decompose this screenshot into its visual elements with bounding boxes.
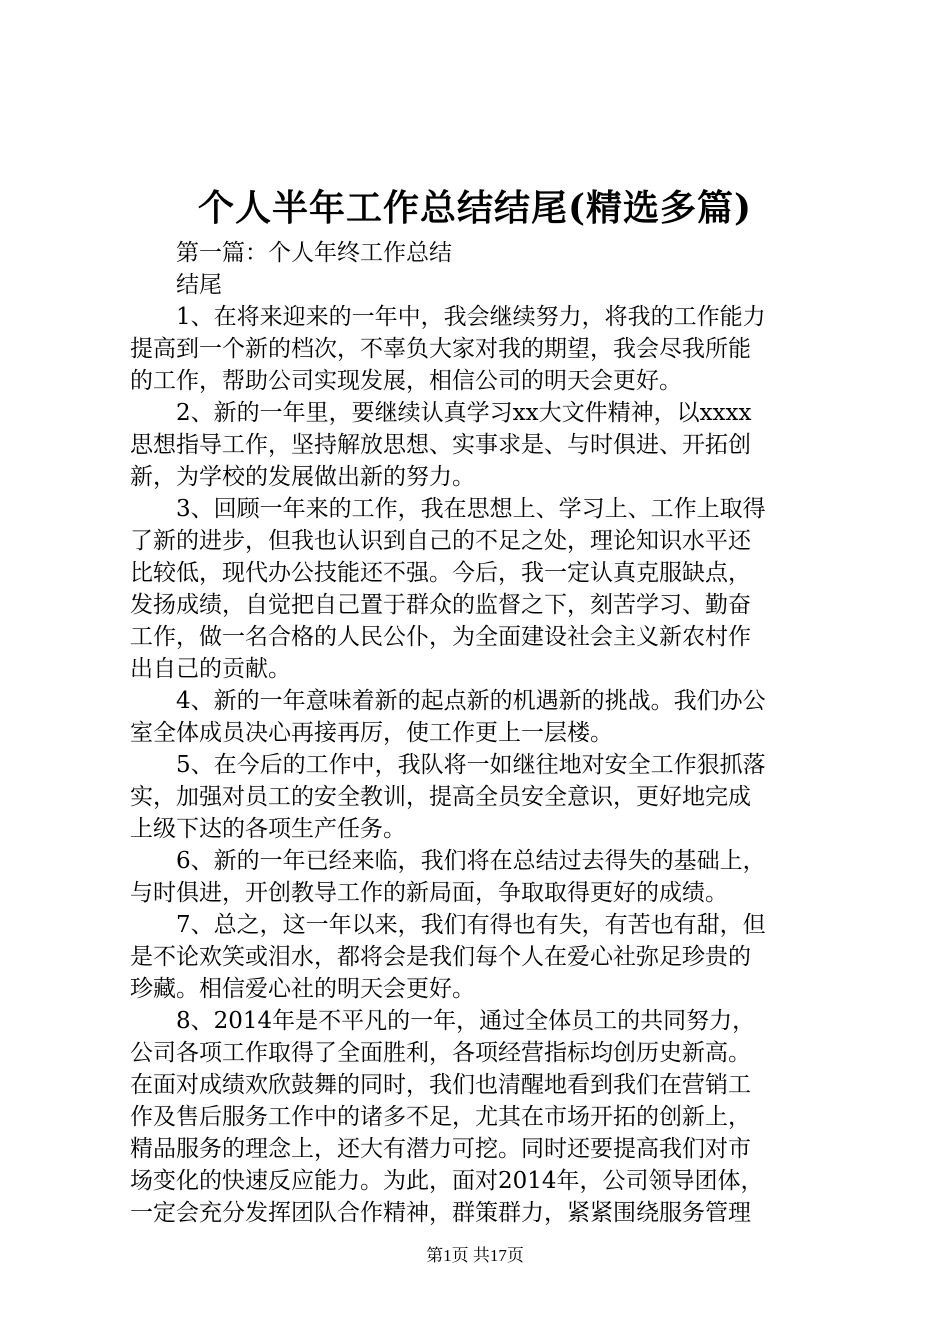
body-line: 了新的进步，但我也认识到自己的不足之处，理论知识水平还 bbox=[130, 528, 751, 554]
body-line: 实，加强对员工的安全教训，提高全员安全意识，更好地完成 bbox=[130, 784, 751, 810]
body-line: 3、回顾一年来的工作，我在思想上、学习上、工作上取得 bbox=[176, 496, 766, 522]
page-footer: 第1页 共17页 bbox=[426, 1246, 524, 1265]
body-line: 作及售后服务工作中的诸多不足，尤其在市场开拓的创新上， bbox=[130, 1104, 751, 1130]
body-line: 发扬成绩，自觉把自己置于群众的监督之下，刻苦学习、勤奋 bbox=[130, 592, 751, 618]
body-line: 新，为学校的发展做出新的努力。 bbox=[130, 464, 475, 490]
body-line: 1、在将来迎来的一年中，我会继续努力，将我的工作能力 bbox=[176, 304, 766, 330]
body-line: 比较低，现代办公技能还不强。今后，我一定认真克服缺点， bbox=[130, 560, 751, 586]
body-line: 5、在今后的工作中，我队将一如继往地对安全工作狠抓落 bbox=[176, 752, 766, 778]
body-line: 在面对成绩欢欣鼓舞的同时，我们也清醒地看到我们在营销工 bbox=[130, 1072, 751, 1098]
body-line: 4、新的一年意味着新的起点新的机遇新的挑战。我们办公 bbox=[176, 688, 766, 714]
body-line: 一定会充分发挥团队合作精神，群策群力，紧紧围绕服务管理 bbox=[130, 1200, 751, 1226]
body-line: 室全体成员决心再接再厉，使工作更上一层楼。 bbox=[130, 720, 613, 746]
document-title: 个人半年工作总结结尾(精选多篇) bbox=[197, 187, 753, 229]
body-line: 场变化的快速反应能力。为此，面对2014年，公司领导团体， bbox=[130, 1168, 764, 1194]
body-line: 出自己的贡献。 bbox=[130, 656, 291, 682]
body-line: 2、新的一年里，要继续认真学习xx大文件精神，以xxxx bbox=[176, 400, 752, 426]
body-line: 工作，做一名合格的人民公仆，为全面建设社会主义新农村作 bbox=[130, 624, 751, 650]
body-line: 的工作，帮助公司实现发展，相信公司的明天会更好。 bbox=[130, 368, 682, 394]
body-line: 珍藏。相信爱心社的明天会更好。 bbox=[130, 976, 475, 1002]
body-line: 提高到一个新的档次，不辜负大家对我的期望，我会尽我所能 bbox=[130, 336, 751, 362]
body-line: 上级下达的各项生产任务。 bbox=[130, 816, 406, 842]
body-line: 7、总之，这一年以来，我们有得也有失，有苦也有甜，但 bbox=[176, 912, 766, 938]
document-body bbox=[130, 237, 830, 1229]
body-line: 是不论欢笑或泪水，都将会是我们每个人在爱心社弥足珍贵的 bbox=[130, 944, 751, 970]
body-line: 精品服务的理念上，还大有潜力可挖。同时还要提高我们对市 bbox=[130, 1136, 751, 1162]
body-line: 思想指导工作，坚持解放思想、实事求是、与时俱进、开拓创 bbox=[130, 432, 751, 458]
body-line: 结尾 bbox=[176, 272, 222, 298]
body-line: 第一篇：个人年终工作总结 bbox=[176, 240, 452, 266]
body-line: 6、新的一年已经来临，我们将在总结过去得失的基础上， bbox=[176, 848, 766, 874]
body-line: 8、2014年是不平凡的一年，通过全体员工的共同努力， bbox=[176, 1008, 756, 1034]
body-line: 与时俱进，开创教导工作的新局面，争取取得更好的成绩。 bbox=[130, 880, 728, 906]
body-line: 公司各项工作取得了全面胜利，各项经营指标均创历史新高。 bbox=[130, 1040, 751, 1066]
